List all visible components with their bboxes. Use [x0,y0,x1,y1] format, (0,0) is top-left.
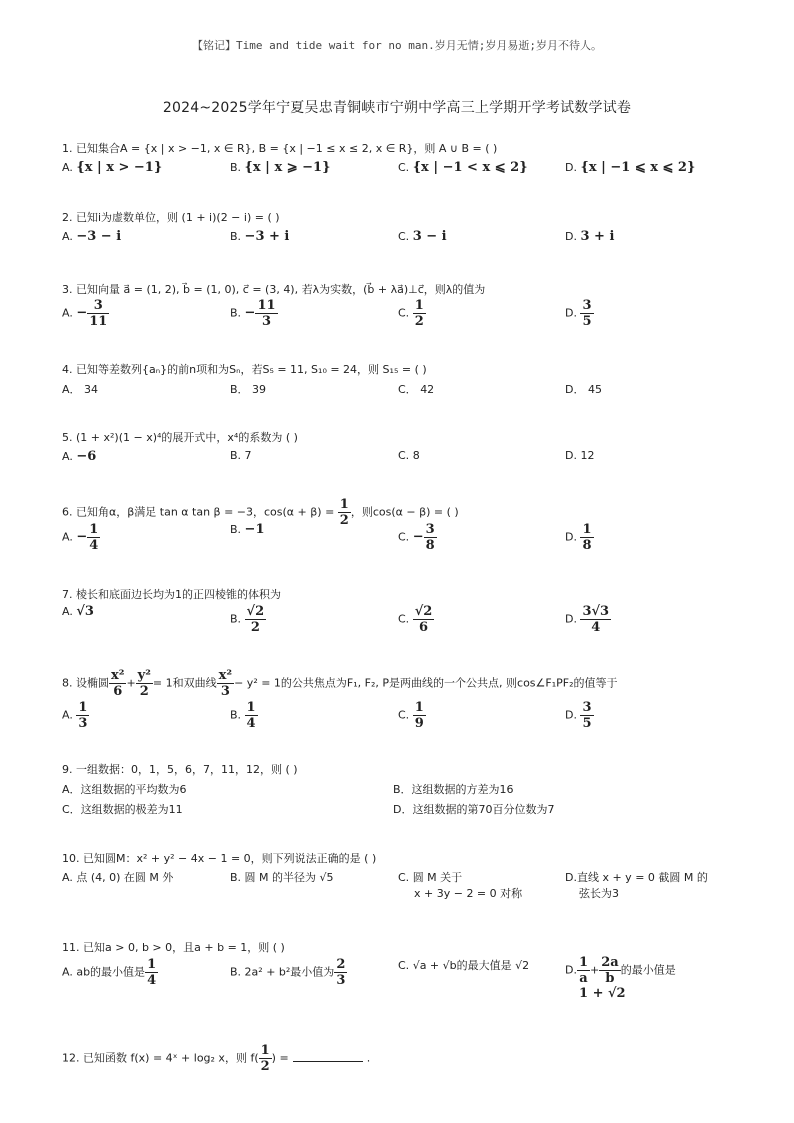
question-number: 7. [62,588,73,601]
fraction: $\frac{1}{2}$ [339,497,349,528]
fraction: $\frac{1}{2}$ [414,298,424,329]
option-a: A. ab的最小值是 $\frac{1}{4}$ [62,957,157,988]
option-d: D. 3 + i [565,229,615,244]
option-d: D.直线 x + y = 0 截圆 M 的 弦长为3 [565,871,708,900]
fraction: $\frac{\text{y²}}{2}$ [137,668,151,699]
option-d: D. 12 [565,449,595,462]
answer-blank[interactable] [293,1051,363,1062]
question-3 [62,281,485,297]
option-a: A. −6 [62,449,97,464]
option-c: C. 圆 M 关于 x + 3y − 2 = 0 对称 [398,871,523,900]
question-stem: 已知向量 a⃗ = (1, 2), b⃗ = (1, 0), c⃗ = (3, 4), 若λ为实数，(b⃗ + λa⃗)⊥c⃗，则λ的值为 [76,283,486,296]
fraction: $\frac{11}{3}$ [257,298,276,329]
option-b: B. 2a² + b²最小值为 $\frac{2}{3}$ [230,957,346,988]
option-b: B. −1 [230,522,265,537]
question-number: 11. [62,941,80,954]
fraction: $\frac{1}{9}$ [414,700,424,731]
option-a: A． 34 [62,383,99,396]
motto-line: 【铭记】Time and tide wait for no man.岁月无情;岁月易逝;岁月不待人。 [192,39,602,52]
question-number: 4. [62,363,73,376]
fraction: $\frac{1}{4}$ [89,522,99,553]
fraction: $\frac{1}{3}$ [78,700,88,731]
question-2 [62,209,280,225]
question-5 [62,429,298,445]
option-b: B. − $\frac{11}{3}$ [230,298,276,329]
option-a: A. − $\frac{3}{11}$ [62,298,108,329]
option-c: C. − $\frac{3}{8}$ [398,522,435,553]
option-b: B. 7 [230,449,252,462]
option-b: B. $\frac{√2}{2}$ [230,604,265,635]
fraction: $\frac{1}{2}$ [260,1043,270,1074]
question-stem: 已知i为虚数单位，则 (1 + i)(2 − i) = ( ) [76,211,280,224]
question-9 [62,761,298,777]
question-stem: 已知a > 0, b > 0，且a + b = 1，则 ( ) [83,941,285,954]
option-b: B. −3 + i [230,229,290,244]
question-4 [62,361,427,377]
option-a: A. {x | x > −1} [62,160,163,175]
question-7 [62,586,281,602]
option-d: D. $\frac{1}{a}$ + $\frac{2a}{b}$ 的最小值是 1 + √2 [565,955,676,1001]
question-stem: 已知圆M：x² + y² − 4x − 1 = 0，则下列说法正确的是 ( ) [83,852,377,865]
option-d: D． 45 [565,383,602,396]
option-a: A．这组数据的平均数为6 [62,783,187,796]
fraction: $\frac{\text{x²}}{6}$ [111,668,125,699]
question-11 [62,939,285,955]
option-d: D. $\frac{1}{8}$ [565,522,592,553]
question-number: 6. [62,505,73,519]
question-number: 3. [62,283,73,296]
fraction: $\frac{√2}{2}$ [246,604,265,635]
fraction: $\frac{√2}{6}$ [414,604,433,635]
fraction: $\frac{2}{3}$ [336,957,346,988]
question-number: 5. [62,431,73,444]
option-c: C． 42 [398,383,435,396]
option-d: D. {x | −1 ⩽ x ⩽ 2} [565,160,696,175]
question-8: 8. 设椭圆 $\frac{\text{x²}}{6}$ + $\frac{\text{y²}}{2}$ = 1和双曲线 $\frac{\text{x²}}{3}$ − y² = 1的公共焦点为F₁, F₂, P是两曲线的一个公共点, 则cos∠F₁PF₂的值等于 [62,668,618,699]
option-a: A. $\frac{1}{3}$ [62,700,88,731]
fraction: $\frac{1}{8}$ [582,522,592,553]
fraction: $\frac{2a}{b}$ [601,955,619,986]
fraction: $\frac{3}{5}$ [582,298,592,329]
option-c: C. 3 − i [398,229,447,244]
option-c: C. $\frac{1}{9}$ [398,700,424,731]
question-number: 10. [62,852,80,865]
fraction: $\frac{3}{11}$ [89,298,108,329]
option-a: A. √3 [62,604,94,619]
fraction: $\frac{\text{x²}}{3}$ [218,668,233,699]
question-stem: (1 + x²)(1 − x)⁴的展开式中，x⁴的系数为 ( ) [76,431,298,444]
question-number: 12. [62,1051,80,1065]
question-number: 2. [62,211,73,224]
option-a: A. −3 − i [62,229,122,244]
exam-title: 2024~2025学年宁夏吴忠青铜峡市宁朔中学高三上学期开学考试数学试卷 [162,100,632,116]
option-d: D. $\frac{3√3}{4}$ [565,604,610,635]
option-c: C. {x | −1 < x ⩽ 2} [398,160,528,175]
option-c: C．这组数据的极差为11 [62,803,183,816]
question-number: 8. [62,676,73,690]
fraction: $\frac{3}{5}$ [582,700,592,731]
option-c: C. √a + √b的最大值是 √2 [398,959,530,972]
fraction: $\frac{3}{8}$ [425,522,435,553]
question-stem: 棱长和底面边长均为1的正四棱锥的体积为 [76,588,281,601]
option-b: B. 圆 M 的半径为 √5 [230,871,334,884]
option-b: B．这组数据的方差为16 [393,783,514,796]
option-d: D. $\frac{3}{5}$ [565,700,592,731]
option-c: C. 8 [398,449,420,462]
question-number: 1. [62,142,73,155]
option-c: C. $\frac{1}{2}$ [398,298,424,329]
option-b: B. {x | x ⩾ −1} [230,160,331,175]
question-10 [62,850,376,866]
option-d: D．这组数据的第70百分位数为7 [393,803,555,816]
option-a: A. 点 (4, 0) 在圆 M 外 [62,871,174,884]
fraction: $\frac{1}{a}$ [578,955,589,986]
option-d: D. $\frac{3}{5}$ [565,298,592,329]
question-stem: 已知集合A = {x | x > −1, x ∈ R}, B = {x | −1 ≤ x ≤ 2, x ∈ R}，则 A ∪ B = ( ) [76,142,498,155]
fraction: $\frac{1}{4}$ [147,957,157,988]
option-b: B． 39 [230,383,267,396]
fraction: $\frac{1}{4}$ [246,700,256,731]
question-12: 12. 已知函数 f(x) = 4ˣ + log₂ x，则 f( $\frac{1}{2}$ ) = . [62,1043,371,1074]
question-number: 9. [62,763,73,776]
option-c: C. $\frac{√2}{6}$ [398,604,433,635]
option-b: B. $\frac{1}{4}$ [230,700,256,731]
question-stem: 一组数据：0，1，5，6，7，11，12，则 ( ) [76,763,298,776]
fraction: $\frac{3√3}{4}$ [582,604,610,635]
question-1 [62,140,497,156]
question-stem: 已知等差数列{aₙ}的前n项和为Sₙ，若S₅ = 11, S₁₀ = 24，则 S₁₅ = ( ) [76,363,427,376]
option-a: A. − $\frac{1}{4}$ [62,522,99,553]
question-6: 6. 已知角α，β满足 tan α tan β = −3，cos(α + β) = $\frac{1}{2}$ ，则cos(α − β) = ( ) [62,497,459,528]
